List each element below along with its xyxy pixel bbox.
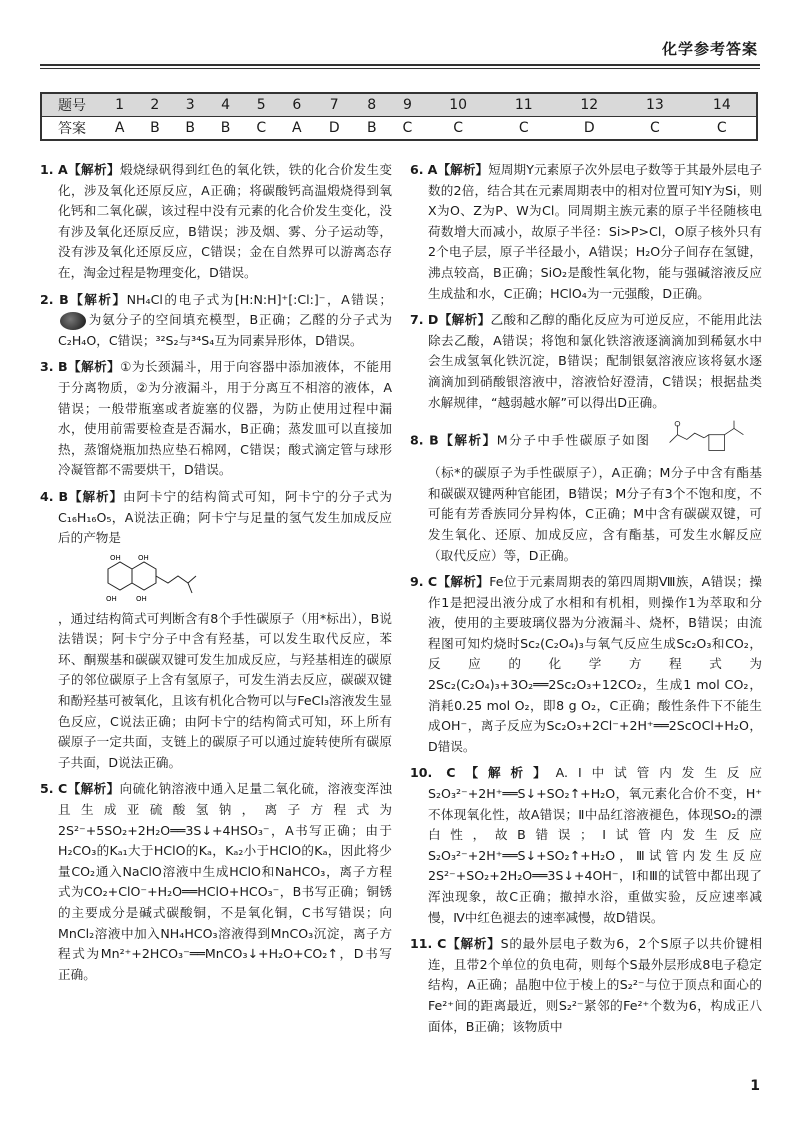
item-text: A.Ⅰ中试管内发生反应S₂O₃²⁻+2H⁺══S↓+SO₂↑+H₂O，氧元素化合价不变，H⁺不体现氧化性，故A错误；Ⅱ中品红溶液褪色，体现SO₂的漂白性，故B错误；Ⅰ试管内发生反应S₂O₃²⁻+2H⁺══S↓+SO₂↑+H₂O，Ⅲ试管内发生反应2S²⁻+SO₂+2H₂O══3S↓+4OH⁻，Ⅰ和Ⅲ的试管中都出现了浑浊现象，故C正确；撤掉水浴，重做实验，反应速率减慢，Ⅳ中红色褪去的速率减慢，故D错误。	[428, 765, 762, 925]
answer-cell: D	[557, 117, 623, 141]
item-answer: A	[57, 162, 68, 177]
item-number: 7.	[410, 312, 424, 328]
item-answer: C	[427, 574, 438, 590]
answer-cell: A	[279, 117, 314, 141]
right-column	[410, 160, 762, 1043]
item-tag: 【解析】	[67, 781, 120, 797]
item-tag: 【解析】	[68, 291, 127, 307]
explanation-item-7	[410, 310, 762, 413]
item-answer: A	[427, 162, 438, 177]
item-tag: 【解析】	[68, 488, 123, 504]
molecule-m-structure-icon	[662, 419, 762, 463]
question-number: 2	[137, 93, 172, 117]
answer-cell: D	[314, 117, 354, 141]
item-number: 9.	[410, 574, 424, 590]
question-number: 3	[173, 93, 208, 117]
item-text: 煅烧绿矾得到红色的氧化铁，铁的化合价发生变化，涉及氧化还原反应，A正确；将碳酸钙高温煅烧得到氧化钙和二氧化碳，该过程中没有元素的化合价发生变化，没有涉及氧化还原反应，B错误；涉及烟、雾、分子运动等，没有涉及氧化还原反应，C错误；金在自然界可以游离态存在，淘金过程是物理变化，D错误。	[58, 162, 392, 280]
answer-cell: A	[102, 117, 137, 141]
item-text: NH₄Cl的电子式为[H:N:H]⁺[:Cl:]⁻，A错误；	[126, 291, 392, 307]
left-column	[40, 160, 392, 991]
answer-cell: B	[208, 117, 243, 141]
answer-cell: C	[243, 117, 279, 141]
item-answer: B	[58, 488, 69, 504]
oh-label: OH	[138, 553, 149, 562]
answer-table-number-row	[41, 93, 757, 117]
item-tag: 【解析】	[446, 936, 501, 952]
header-rule	[40, 64, 760, 69]
answer-cell: C	[389, 117, 425, 141]
item-tag: 【解析】	[438, 312, 491, 328]
item-answer: B	[58, 359, 68, 375]
question-number: 5	[243, 93, 279, 117]
explanation-item-2	[40, 290, 392, 352]
answer-cell: C	[425, 117, 491, 141]
hydrogenated-product-structure-icon	[88, 551, 208, 607]
item-tag: 【解析】	[67, 359, 121, 375]
item-text: 短周期Y元素原子次外层电子数等于其最外层电子数的2倍，结合其在元素周期表中的相对位置可知Y为Si，则X为O、Z为P、W为Cl。同周期主族元素的原子半径随核电荷数增大而减小，故原子半径：Si>P>Cl，O原子核外只有2个电子层，原子半径最小，A错误；H₂O分子间存在氢键，沸点较高，B正确；SiO₂是酸性氧化物，能与强碱溶液反应生成盐和水，C正确；HClO₄为一元强酸，D正确。	[428, 162, 763, 301]
explanation-item-11	[410, 934, 762, 1037]
question-number: 8	[354, 93, 389, 117]
item-answer: C	[446, 765, 456, 781]
explanation-item-4	[40, 487, 392, 774]
oh-label: OH	[106, 594, 117, 603]
page-header	[40, 38, 760, 60]
explanation-item-9	[410, 572, 762, 757]
item-answer: B	[429, 432, 439, 448]
explanation-item-1	[40, 160, 392, 284]
item-tag: 【解析】	[438, 432, 497, 448]
item-text: 由阿卡宁的结构简式可知，阿卡宁的分子式为C₁₆H₁₆O₅，A说法正确；阿卡宁与足量的氢气发生加成反应后的产物是	[58, 488, 392, 546]
answer-cell: B	[173, 117, 208, 141]
question-number: 1	[102, 93, 137, 117]
item-number: 3.	[40, 359, 54, 375]
question-number: 4	[208, 93, 243, 117]
item-number: 11.	[410, 936, 433, 952]
item-number: 8.	[410, 432, 424, 448]
explanation-item-6	[410, 160, 762, 304]
item-text: Fe位于元素周期表的第四周期Ⅷ族，A错误；操作1是把浸出液分成了水相和有机相，则操作1为萃取和分液，使用的主要玻璃仪器为分液漏斗、烧杯，B错误；由流程图可知灼烧时Sc₂(C₂O₄)₃与氧气反应生成Sc₂O₃和CO₂，反应的化学方程式为2Sc₂(C₂O₄)₃+3O₂══2Sc₂O₃+12CO₂，生成1 mol CO₂，消耗0.25 mol O₂，即8 g O₂，C正确；酸性条件下不能生成OH⁻，离子反应为Sc₂O₃+2Cl⁻+2H⁺══2ScOCl+H₂O，D错误。	[428, 574, 762, 754]
item-answer: B	[59, 291, 69, 307]
item-number: 6.	[410, 162, 424, 177]
item-tag: 【解析】	[437, 574, 490, 590]
item-number: 2.	[40, 291, 54, 307]
item-tag: 【解析】	[437, 162, 489, 177]
question-number: 9	[389, 93, 425, 117]
answer-cell: B	[354, 117, 389, 141]
explanation-item-10	[410, 763, 762, 928]
item-text: 乙酸和乙醇的酯化反应为可逆反应，不能用此法除去乙酸，A错误；将饱和氯化铁溶液逐滴滴加到稀氨水中会生成氢氧化铁沉淀，B错误；配制银氨溶液应该将氨水逐滴滴加到硝酸银溶液中，溶液恰好澄清，C错误；根据盐类水解规律，“越弱越水解”可以得出D正确。	[428, 312, 763, 410]
question-number: 10	[425, 93, 491, 117]
item-number: 5.	[40, 781, 54, 797]
answer-cell: C	[622, 117, 688, 141]
answer-table	[40, 92, 758, 141]
question-number: 6	[279, 93, 314, 117]
item-tag: 【解析】	[455, 765, 556, 781]
item-number: 4.	[40, 488, 54, 504]
item-answer: C	[57, 781, 68, 797]
oh-label: OH	[136, 594, 147, 603]
item-text: S的最外层电子数为6，2个S原子以共价键相连，且带2个单位的负电荷，则每个S最外层形成8电子稳定结构，A正确；晶胞中位于棱上的S₂²⁻与位于顶点和面心的Fe²⁺间的距离最近，则S₂²⁻紧邻的Fe²⁺个数为6，构成正八面体，B正确；该物质中	[428, 936, 763, 1034]
explanation-item-3	[40, 357, 392, 481]
item-text: M分子中手性碳原子如图	[496, 432, 651, 448]
answer-cell: B	[137, 117, 172, 141]
oh-label: OH	[110, 553, 121, 562]
item-number: 1.	[40, 162, 54, 177]
question-number: 11	[491, 93, 557, 117]
item-text: （标*的碳原子为手性碳原子），A正确；M分子中含有酯基和碳碳双键两种官能团，B错误；M分子有3个不饱和度，不可能有芳香族同分异构体，C正确；M中含有碳碳双键，可发生氧化、还原、加成反应，含有酯基，可发生水解反应（取代反应）等，D正确。	[428, 465, 762, 563]
row-label-number: 题号	[41, 93, 102, 117]
question-number: 12	[557, 93, 623, 117]
item-text: ①为长颈漏斗，用于向容器中添加液体，不能用于分离物质，②为分液漏斗，用于分离互不相溶的液体，A错误；一般带瓶塞或者旋塞的仪器，为防止使用过程中漏水，使用前需要检查是否漏水，B正确；蒸发皿可以直接加热，蒸馏烧瓶加热应垫石棉网，C错误；酸式滴定管与球形冷凝管都不需要烘干，D错误。	[58, 359, 392, 478]
answer-table-answer-row	[41, 117, 757, 141]
item-tag: 【解析】	[67, 162, 120, 177]
question-number: 13	[622, 93, 688, 117]
item-text: 向硫化钠溶液中通入足量二氧化硫，溶液变浑浊且生成亚硫酸氢钠，离子方程式为2S²⁻+5SO₂+2H₂O══3S↓+4HSO₃⁻，A书写正确；由于H₂CO₃的Kₐ₁大于HClO的Kₐ，Kₐ₂小于HClO的Kₐ，因此将少量CO₂通入NaClO溶液中生成HClO和NaHCO₃，离子方程式为CO₂+ClO⁻+H₂O══HClO+HCO₃⁻，B书写正确；铜锈的主要成分是碱式碳酸铜，不是氧化铜，C书写错误；向MnCl₂溶液中加入NH₄HCO₃溶液得到MnCO₃沉淀，离子方程式为Mn²⁺+2HCO₃⁻══MnCO₃↓+H₂O+CO₂↑，D书写正确。	[58, 781, 393, 982]
item-text: 为氨分子的空间填充模型，B正确；乙醛的分子式为C₂H₄O，C错误；³²S₂与³⁴S₄互为同素异形体，D错误。	[58, 312, 392, 348]
row-label-answer: 答案	[41, 117, 102, 141]
item-text: ，通过结构简式可判断含有8个手性碳原子（用*标出），B说法错误；阿卡宁分子中含有羟基，可以发生取代反应，苯环、酮羰基和碳碳双键可发生加成反应，与羟基相连的碳原子的邻位碳原子上含有氢原子，可发生消去反应，碳碳双键和酚羟基可被氧化，且该有机化合物可以与FeCl₃溶液发生显色反应，C说法正确；由阿卡宁的结构简式可知，环上所有碳原子一定共面，支链上的碳原子可以通过旋转使所有碳原子共面，D说法正确。	[58, 610, 392, 770]
explanation-item-8	[410, 419, 762, 566]
answer-cell: C	[688, 117, 757, 141]
explanations	[40, 160, 762, 1060]
item-answer: C	[437, 936, 447, 952]
answer-cell: C	[491, 117, 557, 141]
item-number: 10.	[410, 765, 433, 781]
ammonia-space-filling-model-icon	[60, 312, 86, 330]
header-title: 化学参考答案	[661, 40, 758, 58]
item-answer: D	[427, 312, 439, 328]
question-number: 14	[688, 93, 757, 117]
explanation-item-5	[40, 779, 392, 985]
question-number: 7	[314, 93, 354, 117]
page-number: 1	[750, 1078, 760, 1094]
